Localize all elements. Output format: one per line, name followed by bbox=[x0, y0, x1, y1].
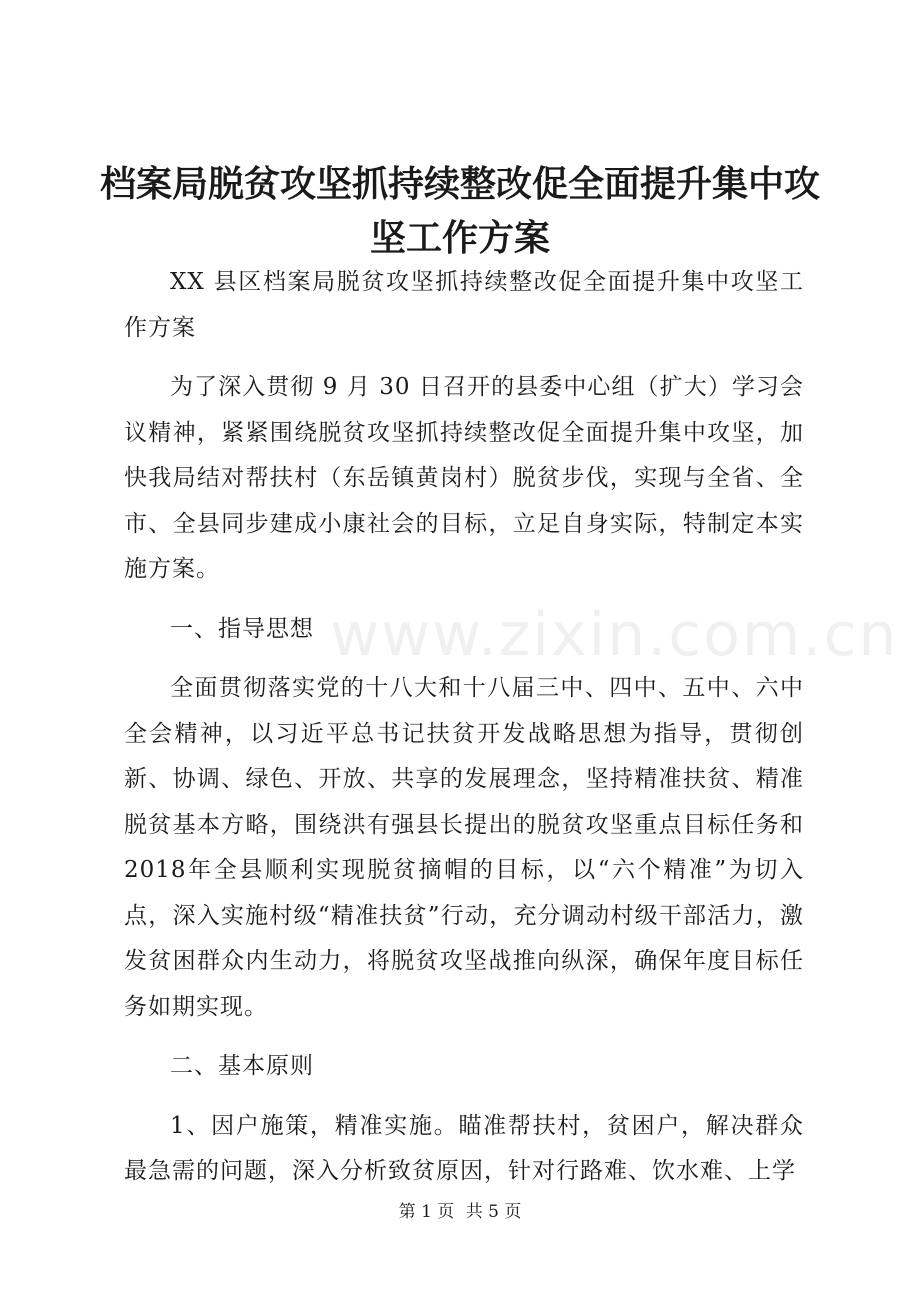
page-footer bbox=[0, 1200, 920, 1224]
basic-principles-paragraph: 1、因户施策，精准实施。瞄准帮扶村，贫困户，解决群众最急需的问题，深入分析致贫原因，针对行路难、饮水难、上学 bbox=[124, 1112, 804, 1184]
page-number-current: 第 1 页 bbox=[398, 1202, 455, 1222]
subtitle-paragraph: XX 县区档案局脱贫攻坚抓持续整改促全面提升集中攻坚工作方案 bbox=[124, 269, 804, 341]
section-heading-basic-principles: 二、基本原则 bbox=[170, 1053, 314, 1079]
intro-paragraph: 为了深入贯彻 9 月 30 日召开的县委中心组（扩大）学习会议精神，紧紧围绕脱贫攻坚抓持续整改促全面提升集中攻坚，加快我局结对帮扶村（东岳镇黄岗村）脱贫步伐，实现与全省、全市、全县同步建成小康社会的目标，立足自身实际，特制定本实施方案。 bbox=[124, 374, 804, 582]
section-heading-guiding-thought: 一、指导思想 bbox=[170, 615, 314, 642]
document-body bbox=[124, 260, 804, 1199]
guiding-thought-paragraph: 全面贯彻落实党的十八大和十八届三中、四中、五中、六中全会精神，以习近平总书记扶贫开发战略思想为指导，贯彻创新、协调、绿色、开放、共享的发展理念，坚持精准扶贫、精准脱贫基本方略，围绕洪有强县长提出的脱贫攻坚重点目标任务和2018年全县顺利实现脱贫摘帽的目标，以“六个精准”为切入点，深入实施村级“精准扶贫”行动，充分调动村级干部活力，激发贫困群众内生动力，将脱贫攻坚战推向纵深，确保年度目标任务如期实现。 bbox=[124, 675, 804, 1020]
watermark: www.zixin.com.cn bbox=[330, 600, 899, 670]
page-number-total: 共 5 页 bbox=[465, 1202, 522, 1222]
document-title: 档案局脱贫攻坚抓持续整改促全面提升集中攻坚工作方案 bbox=[100, 164, 821, 259]
